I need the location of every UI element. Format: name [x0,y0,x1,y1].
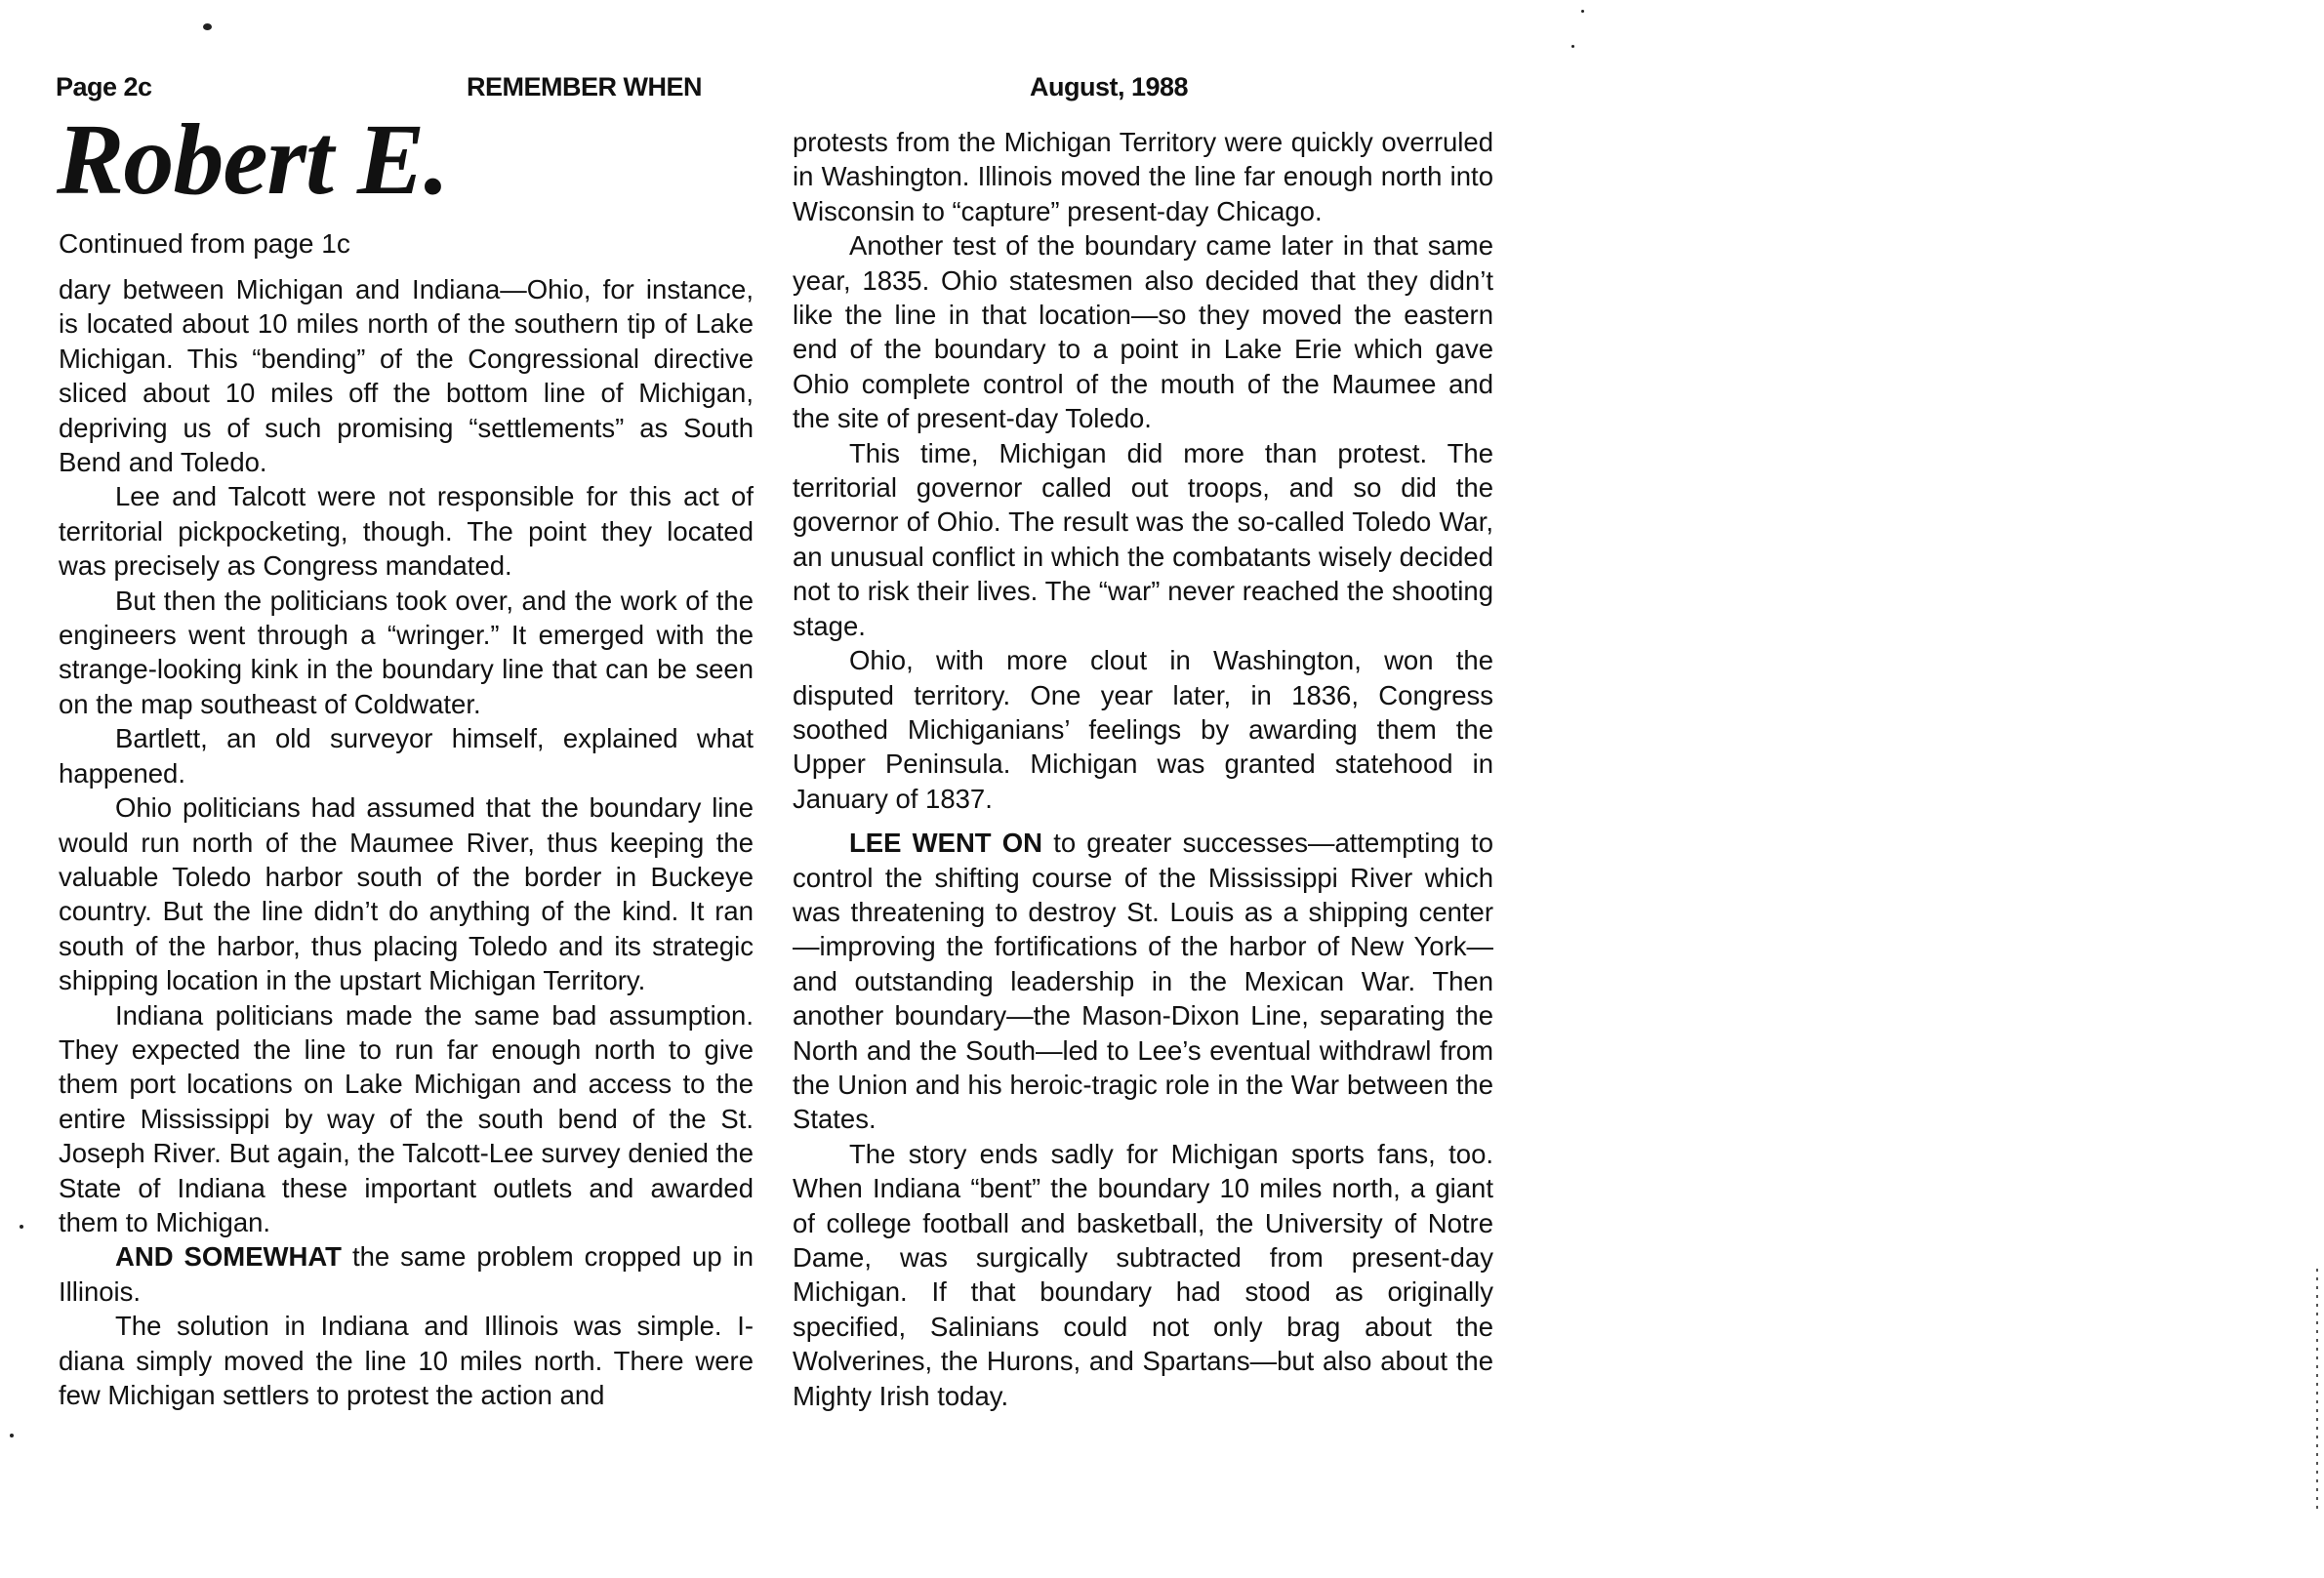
paragraph-kicker: LEE WENT ON [849,828,1043,859]
scan-speck [1571,45,1574,48]
scan-speck [20,1225,23,1229]
scan-edge-marks [2316,1269,2318,1513]
paragraph: Ohio, with more clout in Washington, won the disputed territory. One year later, in 1836, Congress soothed Michiganians’ feelings by awarding them the Upper Peninsula. Michigan was granted statehood in January of 1837. [793,645,1493,814]
scan-speck [10,1434,14,1437]
paragraph: Ohio politicians had assumed that the boundary line would run north of the Maumee River, thus keeping the valuable Toledo harbor south of the border in Buckeye country. But the line didn’t do anything of the kind. It ran south of the harbor, thus placing Toledo and its strategic shipping location in the upstart Michigan Territory. [59,792,754,996]
continuation-note: Continued from page 1c [59,228,350,259]
paragraph: LEE WENT ON to greater successes—attempting to control the shifting course of the Mississippi River which was threatening to destroy St. Louis as a shipping center—improving the fortifications of the harbor of New York—and outstanding leadership in the Mexican War. Then another boundary—the Mason-Dixon Line, separating the North and the South—led to Lee’s eventual withdrawl from the Union and his heroic-tragic role in the War between the States. [793,828,1493,1135]
paragraph: This time, Michigan did more than protest. The territorial governor called out troops, and so did the governor of Ohio. The result was the so-called Toledo War, an unusual conflict in which the combatants wisely decided not to risk their lives. The “war” never reached the shooting stage. [793,437,1493,641]
paragraph: protests from the Michigan Territory were quickly overruled in Washington. Illinois moved the line far enough north into Wisconsin to “capture” present-day Chicago. [793,127,1493,226]
paragraph-kicker: AND SOMEWHAT [115,1241,342,1273]
issue-date: August, 1988 [1030,72,1189,101]
scan-speck [203,23,212,30]
article-column-2 [793,125,1493,1413]
section-title: REMEMBER WHEN [467,72,702,101]
article-column-1 [59,272,754,1412]
paragraph: Bartlett, an old surveyor himself, explained what happened. [59,723,754,789]
paragraph: But then the politicians took over, and the work of the engineers went through a “wringer.” It emerged with the strange-looking kink in the boundary line that can be seen on the map southeast of Coldwater. [59,585,754,719]
paragraph: AND SOMEWHAT the same problem cropped up in Illinois. [59,1241,754,1307]
paragraph: The story ends sadly for Michigan sports fans, too. When Indiana “bent” the boundary 10 miles north, a giant of college football and basketball, the University of Notre Dame, was surgically subtracted from present-day Michigan. If that boundary had stood as originally specified, Salinians could not only brag about the Wolverines, the Hurons, and Spartans—but also about the Mighty Irish today. [793,1138,1493,1411]
paragraph: Lee and Talcott were not responsible for this act of territorial pickpocketing, though. The point they located was precisely as Congress mandated. [59,481,754,582]
paragraph: Indiana politicians made the same bad assumption. They expected the line to run far enough north to give them port locations on Lake Michigan and access to the entire Mississippi by way of the south bend of the St. Joseph River. But again, the Talcott-Lee survey denied the State of Indiana these important outlets and awarded them to Michigan. [59,999,754,1237]
scan-speck [1581,10,1584,13]
paragraph: The solution in Indiana and Illinois was simple. I-diana simply moved the line 10 miles north. There were few Michigan settlers to protest the action and [59,1311,754,1410]
paragraph: dary between Michigan and Indiana—Ohio, for instance, is located about 10 miles north of the southern tip of Lake Michigan. This “bending” of the Congressional directive sliced about 10 miles off the bottom line of Michigan, depriving us of such promising “settlements” as South Bend and Toledo. [59,274,754,478]
article-headline: Robert E. [57,103,449,216]
paragraph: Another test of the boundary came later in that same year, 1835. Ohio statesmen also decided that they didn’t like the line in that location—so they moved the eastern end of the boundary to a point in Lake Erie which gave Ohio complete control of the mouth of the Maumee and the site of present-day Toledo. [793,230,1493,434]
page-number: Page 2c [56,72,152,101]
